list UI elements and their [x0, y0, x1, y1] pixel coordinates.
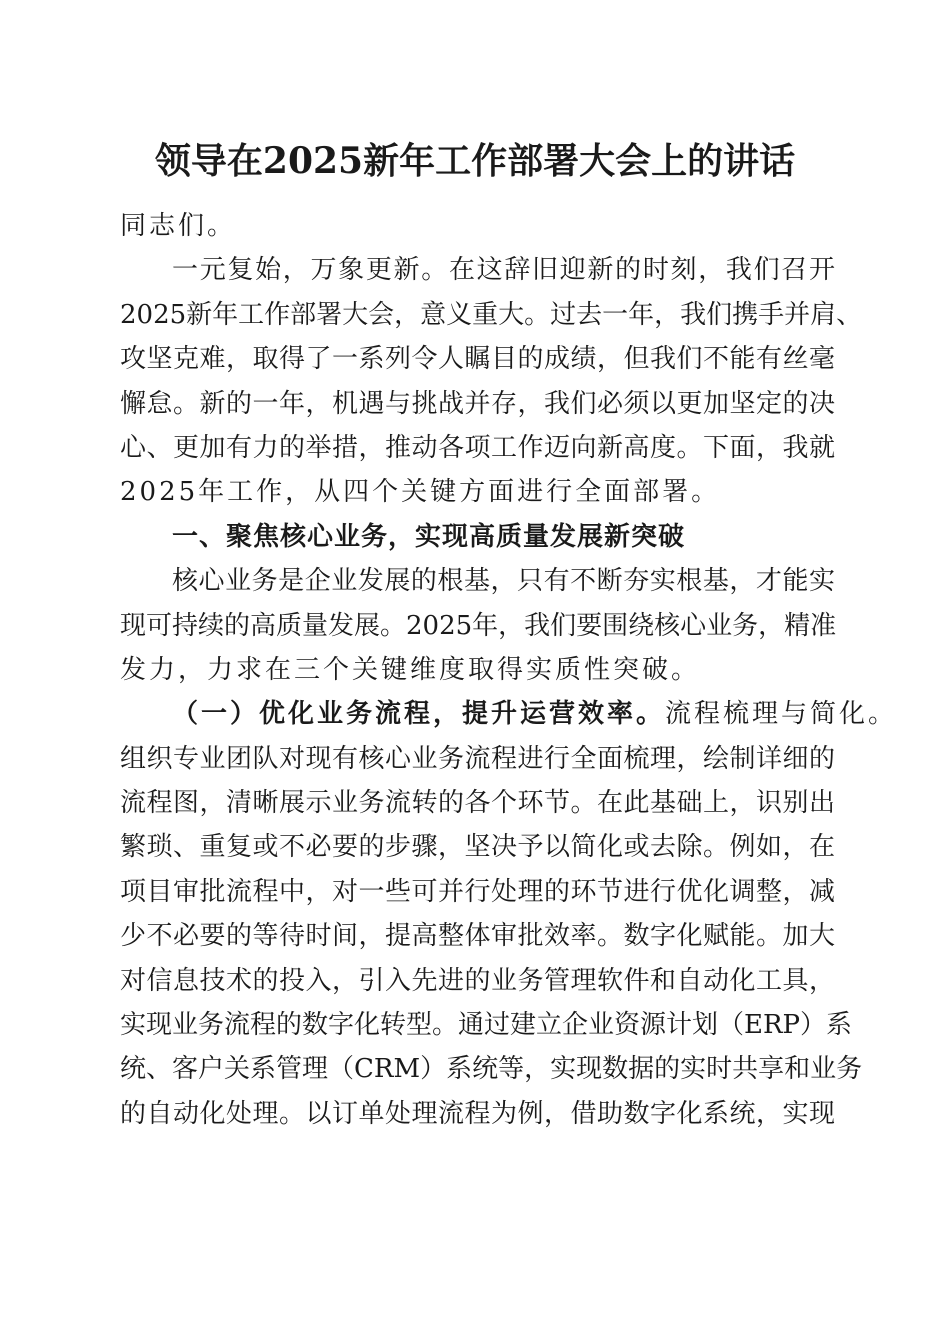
section-heading: 一、聚焦核心业务，实现高质量发展新突破	[172, 521, 686, 552]
paragraph-line: 2025年工作，从四个关键方面进行全面部署。	[120, 477, 721, 508]
paragraph-line: 的自动化处理。以订单处理流程为例，借助数字化系统，实现	[120, 1098, 835, 1129]
paragraph-line: 2025新年工作部署大会，意义重大。过去一年，我们携手并肩、	[120, 299, 863, 330]
paragraph-line: 流程图，清晰展示业务流转的各个环节。在此基础上，识别出	[120, 788, 835, 819]
paragraph-line: 统、客户关系管理（CRM）系统等，实现数据的实时共享和业务	[120, 1054, 863, 1085]
document-title: 领导在2025新年工作部署大会上的讲话	[154, 140, 796, 182]
paragraph-line: 项目审批流程中，对一些可并行处理的环节进行优化调整，减	[120, 876, 835, 907]
salutation: 同志们。	[120, 211, 237, 241]
paragraph-line: 心、更加有力的举措，推动各项工作迈向新高度。下面，我就	[120, 432, 835, 463]
paragraph-intro	[120, 248, 863, 514]
paragraph-line: 懈怠。新的一年，机遇与挑战并存，我们必须以更加坚定的决	[120, 388, 835, 419]
paragraph-line: 攻坚克难，取得了一系列令人瞩目的成绩，但我们不能有丝毫	[120, 344, 835, 375]
paragraph-line: 核心业务是企业发展的根基，只有不断夯实根基，才能实	[172, 566, 835, 597]
paragraph-line: 对信息技术的投入，引入先进的业务管理软件和自动化工具，	[120, 965, 835, 996]
paragraph-line: 现可持续的高质量发展。2025年，我们要围绕核心业务，精准	[120, 610, 837, 641]
paragraph-line: 一元复始，万象更新。在这辞旧迎新的时刻，我们召开	[172, 255, 835, 286]
paragraph-line	[120, 692, 898, 736]
paragraph-line: 实现业务流程的数字化转型。通过建立企业资源计划（ERP）系	[120, 1010, 853, 1041]
paragraph-line: 组织专业团队对现有核心业务流程进行全面梳理，绘制详细的	[120, 743, 835, 774]
paragraph-line: 发力，力求在三个关键维度取得实质性突破。	[120, 654, 701, 685]
paragraph-line: 繁琐、重复或不必要的步骤，坚决予以简化或去除。例如，在	[120, 832, 835, 863]
paragraph-line: 少不必要的等待时间，提高整体审批效率。数字化赋能。加大	[120, 921, 835, 952]
paragraph-process-optimization	[120, 692, 898, 1136]
subsection-heading: （一）优化业务流程，提升运营效率。	[172, 699, 666, 730]
paragraph-core-business	[120, 559, 835, 692]
document-body	[120, 204, 898, 1136]
subsection-text: 流程梳理与简化。	[665, 699, 898, 730]
